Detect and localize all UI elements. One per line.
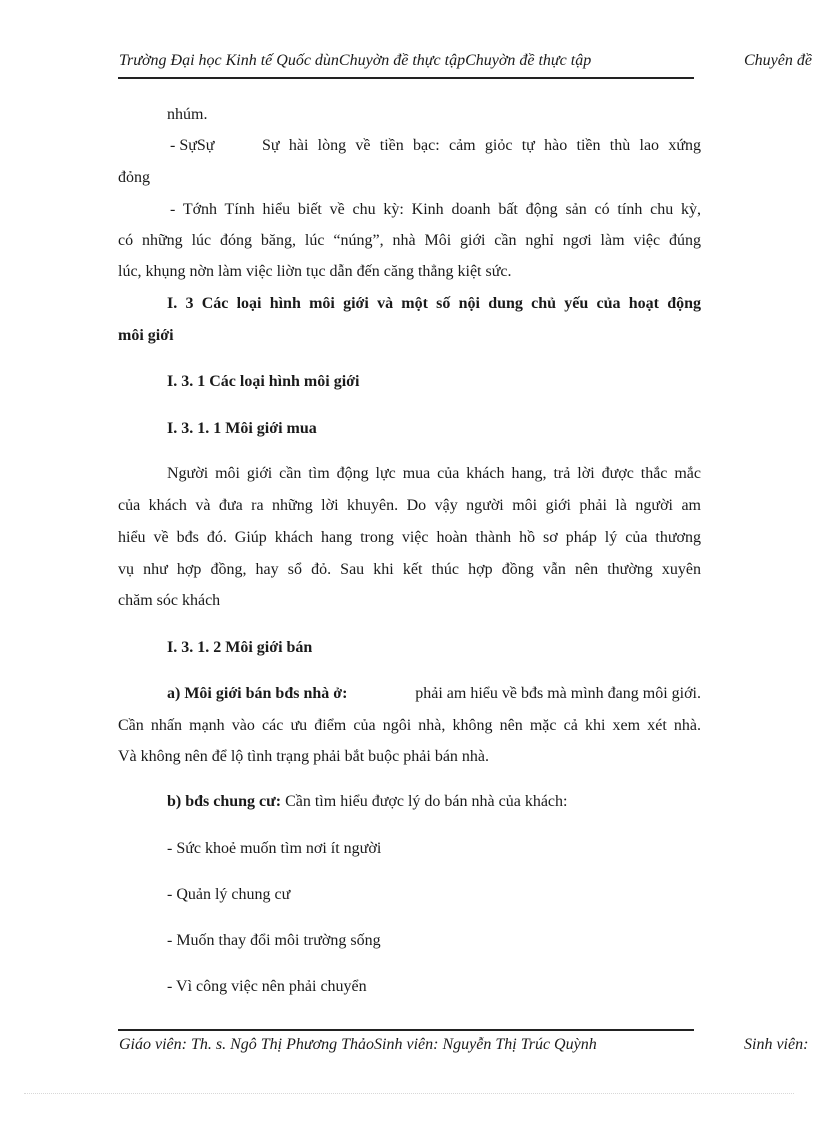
item-label: a) Môi giới bán bđs nhà ở: — [167, 685, 348, 702]
paragraph-line — [167, 684, 701, 704]
text-line: lúc, khụng nờn làm việc liờn tục dẫn đến căng thẳng kiệt sức. — [118, 263, 512, 280]
item-label: b) bđs chung cư: — [167, 793, 282, 810]
paragraph-line — [167, 792, 567, 812]
text-line: Sự hài lòng về tiền bạc: cảm giỏc tự hào tiền thù lao xứng — [262, 137, 701, 154]
text-line: - Tớnh Tính hiểu biết về chu kỳ: Kinh doanh bất động sản có tính chu kỳ, — [170, 201, 701, 218]
paragraph-line: hiểu về bđs đó. Giúp khách hang trong việc hoàn thành hồ sơ pháp lý của thương — [118, 529, 701, 546]
header-divider — [118, 77, 694, 79]
header-title: Trường Đại học Kinh tế Quốc dùnChuyờn đề thực tậpChuyờn đề thực tập — [119, 52, 592, 69]
footer-credits-right: Sinh viên: — [744, 1036, 809, 1053]
footer-divider — [118, 1029, 694, 1031]
list-item: - Vì công việc nên phải chuyển — [167, 978, 367, 995]
page-bottom-border — [24, 1093, 794, 1094]
subsubsection-heading: I. 3. 1. 2 Môi giới bán — [167, 639, 313, 656]
list-item: - Quản lý chung cư — [167, 886, 291, 903]
subsubsection-heading: I. 3. 1. 1 Môi giới mua — [167, 420, 317, 437]
paragraph-line: Và không nên để lộ tình trạng phải bắt buộc phải bán nhà. — [118, 748, 490, 765]
header-title-right: Chuyên đề — [744, 52, 812, 69]
text-line: nhúm. — [167, 106, 208, 123]
paragraph-line: vụ như hợp đồng, hay sổ đỏ. Sau khi kết thúc hợp đồng vẫn nên thường xuyên — [118, 561, 701, 578]
item-text: Cần tìm hiểu được lý do bán nhà của khách: — [281, 793, 568, 810]
paragraph-line: Cần nhấn mạnh vào các ưu điểm của ngôi nhà, không nên mặc cả khi xem xét nhà. — [118, 717, 701, 734]
paragraph-line: chăm sóc khách — [118, 592, 221, 609]
text-fragment: - SựSự — [170, 137, 215, 154]
item-text: phải am hiểu về bđs mà mình đang môi giới. — [415, 685, 701, 702]
paragraph-line: của khách và đưa ra những lời khuyên. Do vậy người môi giới phải là người am — [118, 497, 701, 514]
list-item: - Sức khoẻ muốn tìm nơi ít người — [167, 840, 382, 857]
subsection-heading: I. 3. 1 Các loại hình môi giới — [167, 373, 360, 390]
section-heading: I. 3 Các loại hình môi giới và một số nội dung chủ yếu của hoạt động — [167, 295, 701, 312]
text-line: đỏng — [118, 169, 150, 186]
text-line: có những lúc đóng băng, lúc “núng”, nhà Môi giới cần nghỉ ngơi làm việc đúng — [118, 232, 701, 249]
section-heading-cont: môi giới — [118, 327, 174, 344]
footer-credits: Giáo viên: Th. s. Ngô Thị Phương ThảoSinh viên: Nguyễn Thị Trúc Quỳnh — [119, 1036, 597, 1053]
paragraph-line: Người môi giới cần tìm động lực mua của khách hang, trả lời được thắc mắc — [167, 465, 701, 482]
list-item: - Muốn thay đổi môi trường sống — [167, 932, 381, 949]
